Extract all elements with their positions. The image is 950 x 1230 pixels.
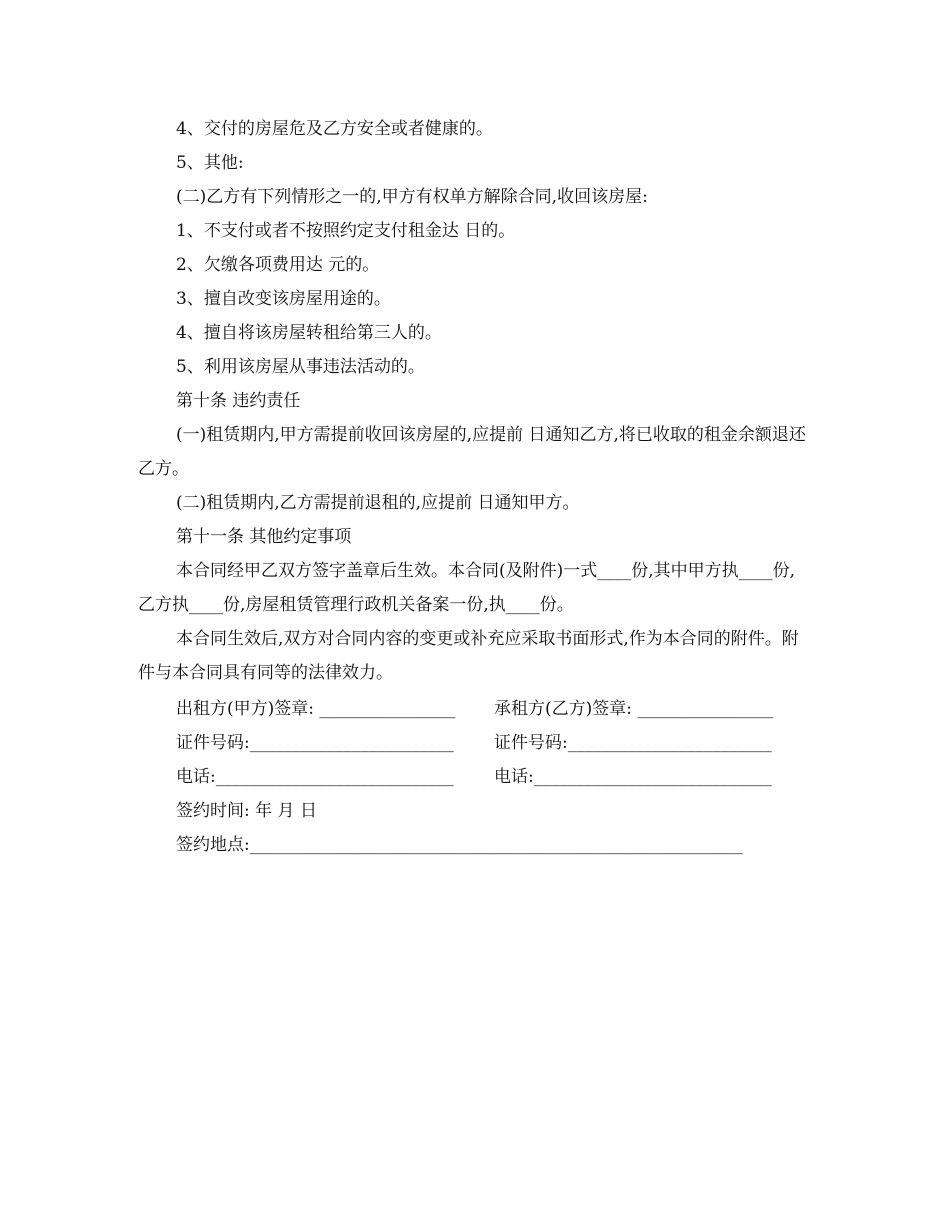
lessee-phone: 电话:____________________________ <box>494 767 772 787</box>
lessor-id-number: 证件号码:________________________ <box>176 733 454 753</box>
sign-date-row <box>176 794 826 828</box>
sign-date: 签约时间: 年 月 日 <box>176 801 317 821</box>
id-number-row <box>176 726 826 760</box>
clause-paragraph: (二)乙方有下列情形之一的,甲方有权单方解除合同,收回该房屋: <box>176 187 648 207</box>
lessee-id-number: 证件号码:________________________ <box>494 733 772 753</box>
clause-paragraph: (一)租赁期内,甲方需提前收回该房屋的,应提前 日通知乙方,将已收取的租金余额退还乙方。 <box>138 425 806 479</box>
lessee-signature: 承租方(乙方)签章: ________________ <box>494 699 774 719</box>
clause-paragraph: 4、擅自将该房屋转租给第三人的。 <box>176 323 442 343</box>
contract-body <box>138 112 812 690</box>
lessor-signature: 出租方(甲方)签章: ________________ <box>176 699 456 719</box>
clause-paragraph: 5、其他: <box>176 153 244 173</box>
clause-paragraph: 3、擅自改变该房屋用途的。 <box>176 289 391 309</box>
clause-paragraph: 4、交付的房屋危及乙方安全或者健康的。 <box>176 119 493 139</box>
clause-paragraph: (二)租赁期内,乙方需提前退租的,应提前 日通知甲方。 <box>176 493 580 513</box>
clause-paragraph: 本合同生效后,双方对合同内容的变更或补充应采取书面形式,作为本合同的附件。附件与本合同具有同等的法律效力。 <box>138 629 799 683</box>
clause-paragraph: 本合同经甲乙双方签字盖章后生效。本合同(及附件)一式____份,其中甲方执____份,乙方执____份,房屋租赁管理行政机关备案一份,执____份。 <box>138 561 796 615</box>
clause-paragraph: 1、不支付或者不按照约定支付租金达 日的。 <box>176 221 516 241</box>
signature-row <box>176 692 826 726</box>
sign-place-row <box>176 828 826 862</box>
signature-block <box>176 692 826 862</box>
clause-paragraph: 2、欠缴各项费用达 元的。 <box>176 255 380 275</box>
lessor-phone: 电话:____________________________ <box>176 767 454 787</box>
article-heading: 第十一条 其他约定事项 <box>176 527 352 547</box>
phone-row <box>176 760 826 794</box>
clause-paragraph: 5、利用该房屋从事违法活动的。 <box>176 357 425 377</box>
sign-place: 签约地点:__________________________________________________________ <box>176 835 743 855</box>
article-heading: 第十条 违约责任 <box>176 391 301 411</box>
